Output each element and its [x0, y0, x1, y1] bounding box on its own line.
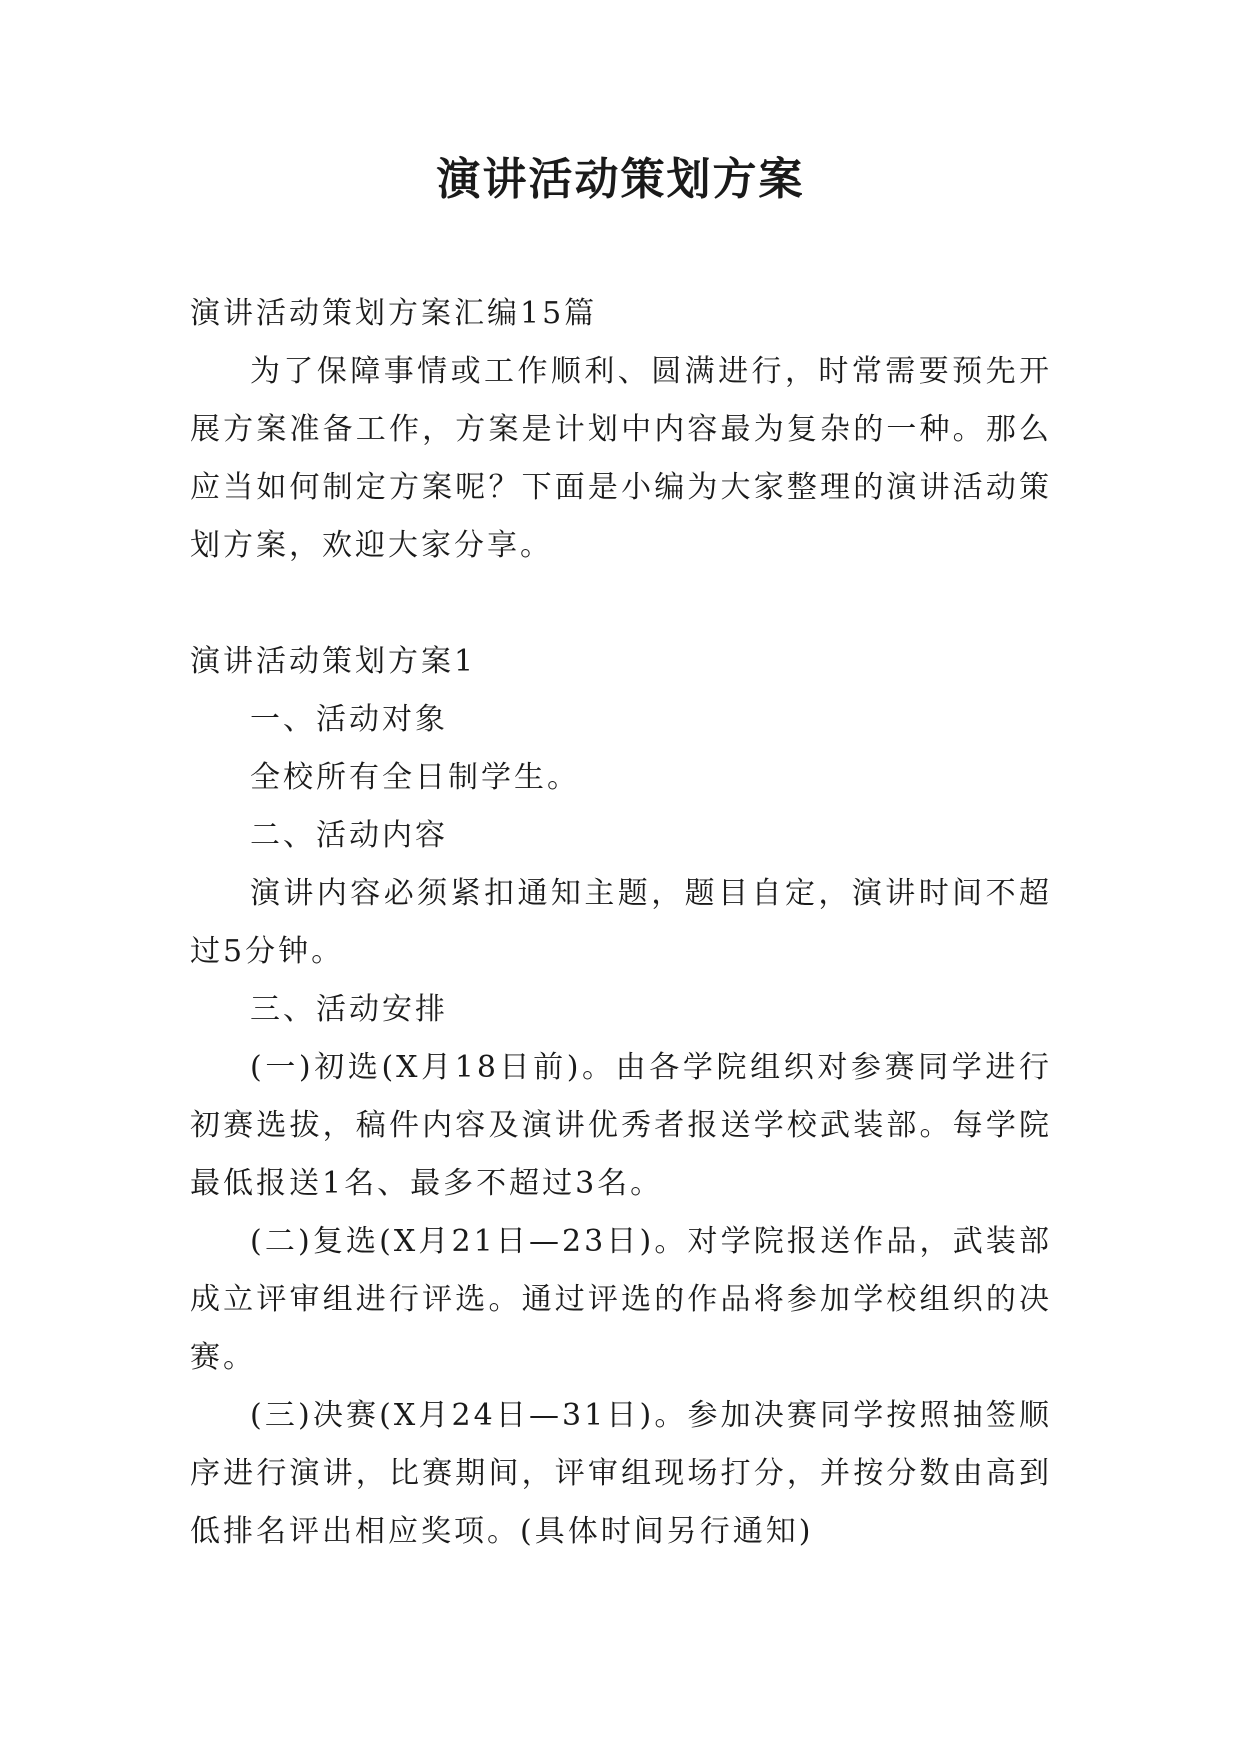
item-text-content: 演讲内容必须紧扣通知主题，题目自定，演讲时间不超过5分钟。: [190, 876, 1052, 969]
paragraph-gap: [190, 575, 1052, 633]
schedule-preliminary: (一)初选(X月18日前)。由各学院组织对参赛同学进行初赛选拔，稿件内容及演讲优秀者报送学校武装部。每学院最低报送1名、最多不超过3名。: [190, 1050, 1052, 1201]
schedule-final: (三)决赛(X月24日—31日)。参加决赛同学按照抽签顺序进行演讲，比赛期间，评审组现场打分，并按分数由高到低排名评出相应奖项。(具体时间另行通知): [190, 1398, 1052, 1549]
document-body: [190, 285, 1052, 1561]
section-heading: 演讲活动策划方案1: [190, 644, 477, 679]
item-heading-content: 二、活动内容: [250, 818, 448, 853]
schedule-semifinal: (二)复选(X月21日—23日)。对学院报送作品，武装部成立评审组进行评选。通过评选的作品将参加学校组织的决赛。: [190, 1224, 1052, 1375]
item-text-target: 全校所有全日制学生。: [250, 760, 580, 795]
item-heading-target: 一、活动对象: [250, 702, 448, 737]
document-title: 演讲活动策划方案: [436, 154, 805, 205]
collection-line: 演讲活动策划方案汇编15篇: [190, 296, 598, 331]
intro-paragraph: 为了保障事情或工作顺利、圆满进行，时常需要预先开展方案准备工作，方案是计划中内容最为复杂的一种。那么应当如何制定方案呢？下面是小编为大家整理的演讲活动策划方案，欢迎大家分享。: [190, 354, 1052, 563]
item-heading-schedule: 三、活动安排: [250, 992, 448, 1027]
